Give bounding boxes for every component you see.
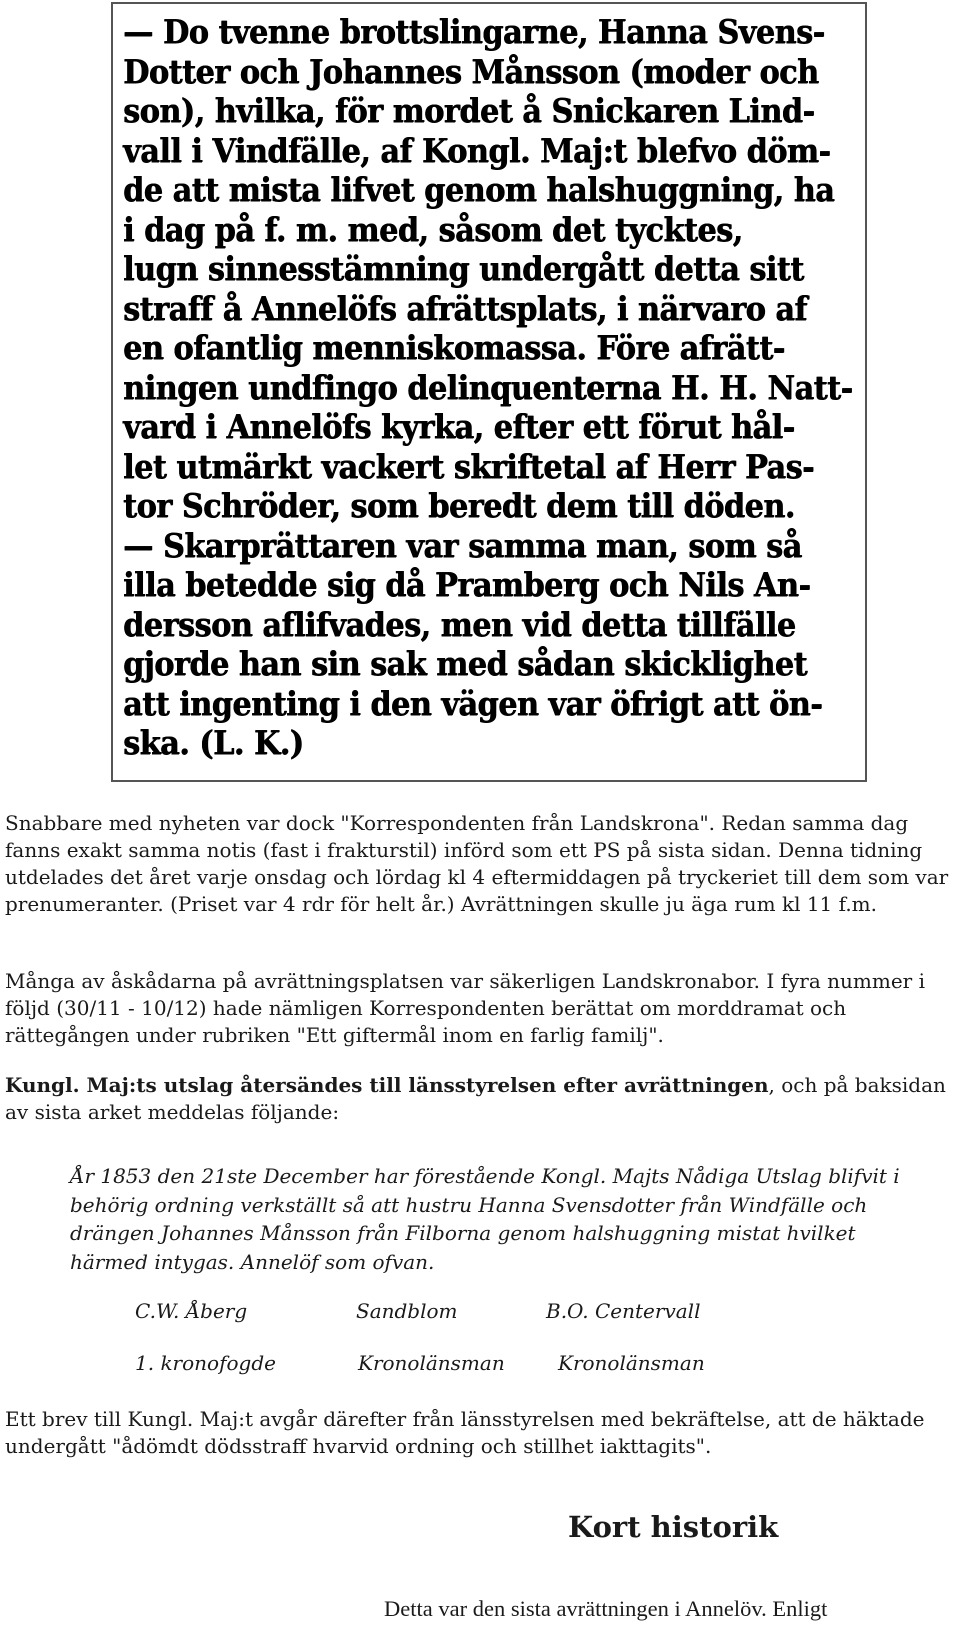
clipping-line: illa betedde sig då Pramberg och Nils An- [123, 565, 811, 604]
clipping-line: — Skarprättaren var samma man, som så [123, 525, 802, 565]
paragraph-3 [5, 1072, 955, 1126]
clipping-line: ningen undfingo delinquenterna H. H. Natt- [123, 367, 853, 407]
clipping-line: gjorde han sin sak med sådan skicklighet [123, 644, 807, 683]
signature-title-2: Kronolänsman [358, 1351, 505, 1375]
paragraph-3-bold: Kungl. Maj:ts utslag återsändes till länsstyrelsen efter avrättningen [5, 1073, 769, 1097]
clipping-line: lugn sinnesstämning undergått detta sitt [123, 249, 804, 288]
paragraph-3-rest: , och på baksidan av sista arket meddelas följande: [5, 1073, 946, 1124]
signature-name-3: B.O. Centervall [546, 1299, 701, 1323]
clipping-line: straff å Annelöfs afrättsplats, i närvaro af [123, 288, 807, 328]
newspaper-clipping-image [111, 2, 867, 782]
section-first-line: Detta var den sista avrättningen i Annelöv. Enligt [384, 1596, 828, 1621]
signature-name-2: Sandblom [356, 1299, 458, 1323]
signature-title-3: Kronolänsman [558, 1351, 705, 1375]
clipping-line: de att mista lifvet genom halshuggning, ha [123, 170, 835, 209]
clipping-line: — Do tvenne brottslingarne, Hanna Svens- [123, 12, 825, 51]
paragraph-1 [5, 810, 955, 918]
clipping-line: vard i Annelöfs kyrka, efter ett förut hål- [123, 407, 795, 446]
clipping-line: i dag på f. m. med, såsom det tycktes, [123, 209, 743, 249]
paragraph-2 [5, 968, 955, 1049]
section-heading: Kort historik [568, 1510, 779, 1544]
clipping-line: tor Schröder, som beredt dem till döden. [123, 486, 795, 525]
paragraph-4-text: Ett brev till Kungl. Maj:t avgår därefter från länsstyrelsen med bekräftelse, att de häktade undergått "ådömdt dödsstraff hvarvid ordning och stillhet iakttagits". [5, 1407, 925, 1458]
clipping-line: ska. (L. K.) [123, 723, 304, 762]
clipping-line: Dotter och Johannes Månsson (moder och [123, 51, 819, 91]
clipping-line: att ingenting i den vägen var öfrigt att ön- [123, 683, 823, 723]
clipping-line: dersson aflifvades, men vid detta tillfälle [123, 604, 796, 644]
signature-name-1: C.W. Åberg [135, 1299, 248, 1323]
certificate-quote: År 1853 den 21ste December har förestående Kongl. Majts Nådiga Utslag blifvit i behörig ordning verkställt så att hustru Hanna Svensdotter från Windfälle och drängen Johannes Månsson från Filborna genom halshuggning mistat hvilket härmed intygas. Annelöf som ofvan. [70, 1164, 900, 1274]
clipping-line: vall i Vindfälle, af Kongl. Maj:t blefvo döm- [123, 130, 831, 170]
paragraph-2-text: Många av åskådarna på avrättningsplatsen var säkerligen Landskronabor. I fyra nummer i följd (30/11 - 10/12) hade nämligen Korrespondenten berättat om morddramat och rättegången under rubriken "Ett giftermål inom en farlig familj". [5, 969, 925, 1047]
signature-titles-row [0, 1351, 960, 1381]
signature-names-row [0, 1299, 960, 1329]
clipping-line: son), hvilka, för mordet å Snickaren Lind- [123, 91, 815, 130]
clipping-line: en ofantlig menniskomassa. Före afrätt- [123, 328, 785, 367]
paragraph-4 [5, 1406, 955, 1460]
clipping-line: let utmärkt vackert skriftetal af Herr Pas- [123, 446, 815, 486]
paragraph-3-text [5, 1072, 955, 1126]
paragraph-1-text: Snabbare med nyheten var dock "Korrespondenten från Landskrona". Redan samma dag fanns exakt samma notis (fast i frakturstil) införd som ett PS på sista sidan. Denna tidning utdelades det året varje onsdag och lördag kl 4 eftermiddagen på tryckeriet till dem som var prenumeranter. (Priset var 4 rdr för helt år.) Avrättningen skulle ju äga rum kl 11 f.m. [5, 811, 949, 916]
signature-title-1: 1. kronofogde [135, 1351, 276, 1375]
